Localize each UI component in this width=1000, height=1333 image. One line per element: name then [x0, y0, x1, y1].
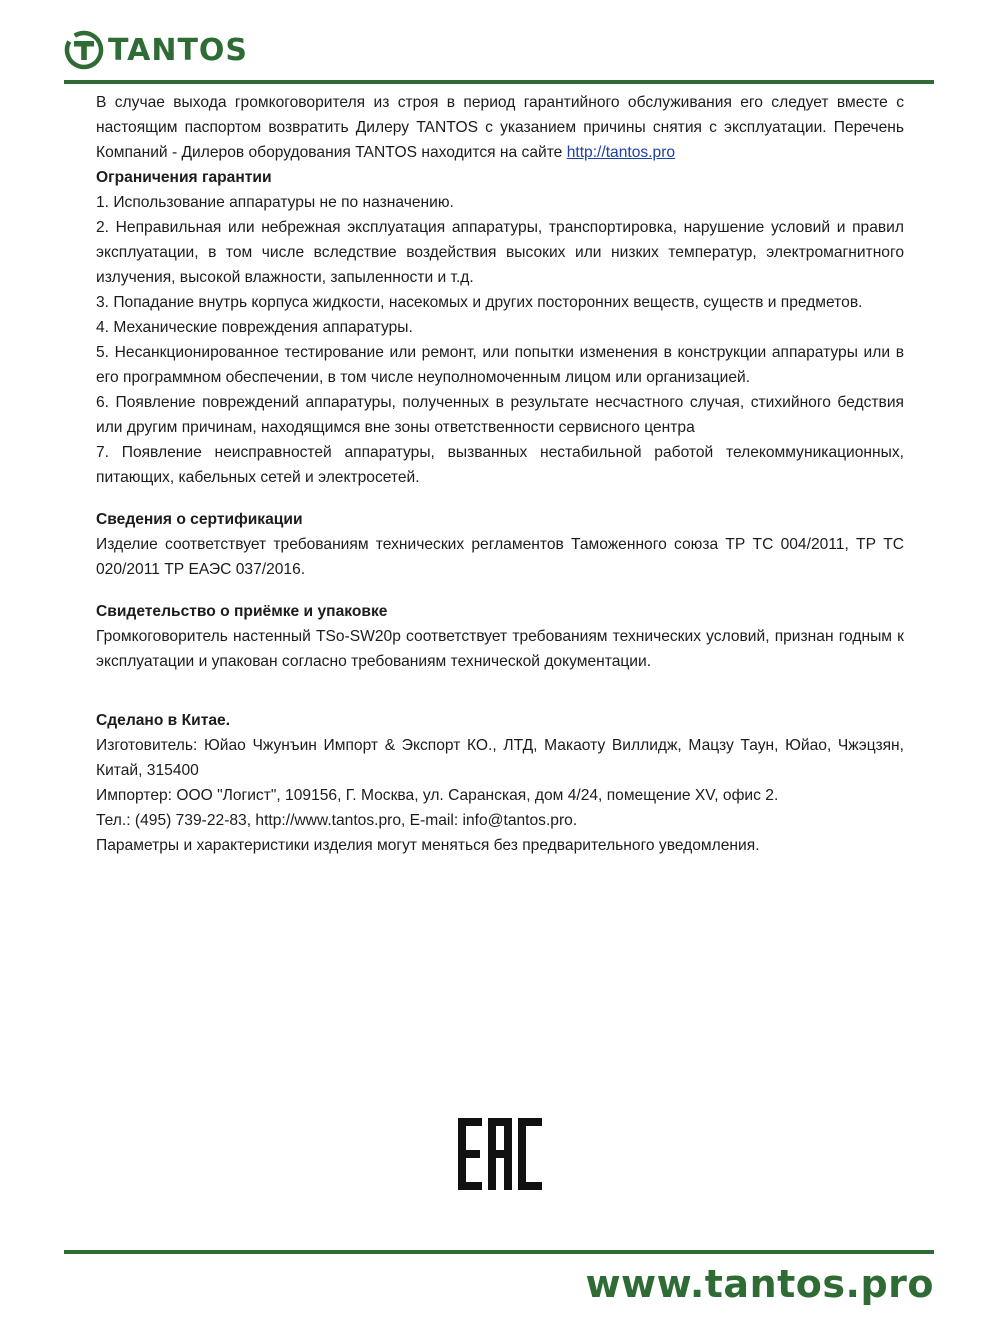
acceptance-text: Громкоговоритель настенный TSo-SW20p соответствует требованиям технических условий, признан годным к эксплуатации и упакован согласно требованиям технической документации. — [96, 628, 904, 670]
document-body — [96, 90, 904, 858]
acceptance-title: Свидетельство о приёмке и упаковке — [96, 603, 388, 620]
certification-title: Сведения о сертификации — [96, 511, 303, 528]
warranty-limits-title: Ограничения гарантии — [96, 169, 272, 186]
certification-text: Изделие соответствует требованиям технических регламентов Таможенного союза ТР ТС 004/2011, ТР ТС 020/2011 ТР ЕАЭС 037/2016. — [96, 536, 904, 578]
header-divider — [64, 80, 934, 84]
footer-website[interactable]: www.tantos.pro — [585, 1262, 934, 1306]
eac-mark-icon — [458, 1118, 542, 1190]
warranty-limit-item: 3. Попадание внутрь корпуса жидкости, насекомых и других посторонних веществ, существ и предметов. — [96, 294, 863, 311]
intro-text: В случае выхода громкоговорителя из строя в период гарантийного обслуживания его следует вместе с настоящим паспортом возвратить Дилеру TANTOS с указанием причины снятия с эксплуатации. Перечень Компаний - Дилеров оборудования TANTOS находится на сайте — [96, 94, 904, 161]
contacts-text: Тел.: (495) 739-22-83, http://www.tantos.pro, E-mail: info@tantos.pro. — [96, 812, 578, 829]
brand-header — [64, 26, 248, 74]
tantos-logo-icon — [64, 30, 104, 70]
spacer — [96, 490, 904, 507]
warranty-limit-item: 6. Появление повреждений аппаратуры, полученных в результате несчастного случая, стихийного бедствия или другим причинам, находящимся вне зоны ответственности сервисного центра — [96, 394, 904, 436]
origin-title: Сделано в Китае. — [96, 712, 231, 729]
intro-paragraph — [96, 90, 904, 165]
warranty-limit-item: 4. Механические повреждения аппаратуры. — [96, 319, 413, 336]
spacer — [96, 674, 904, 691]
manufacturer-text: Изготовитель: Юйао Чжунъин Импорт & Экспорт КО., ЛТД, Макаоту Виллидж, Мацзу Таун, Юйао, Чжэцзян, Китай, 315400 — [96, 737, 904, 779]
spacer — [96, 691, 904, 708]
warranty-limit-item: 7. Появление неисправностей аппаратуры, вызванных нестабильной работой телекоммуникационных, питающих, кабельных сетей и электросетей. — [96, 444, 904, 486]
footer-divider — [64, 1250, 934, 1254]
dealers-link[interactable]: http://tantos.pro — [566, 144, 676, 161]
spacer — [96, 582, 904, 599]
warranty-limit-item: 5. Несанкционированное тестирование или ремонт, или попытки изменения в конструкции аппаратуры или в его программном обеспечении, в том числе неуполномоченным лицом или организацией. — [96, 344, 904, 386]
importer-text: Импортер: ООО "Логист", 109156, Г. Москва, ул. Саранская, дом 4/24, помещение XV, офис 2. — [96, 787, 779, 804]
notice-text: Параметры и характеристики изделия могут меняться без предварительного уведомления. — [96, 837, 760, 854]
warranty-limit-item: 1. Использование аппаратуры не по назначению. — [96, 194, 454, 211]
brand-name: TANTOS — [108, 32, 249, 68]
warranty-limit-item: 2. Неправильная или небрежная эксплуатация аппаратуры, транспортировка, нарушение условий и правил эксплуатации, в том числе вследствие воздействия высоких или низких температур, электромагнитного излучения, высокой влажности, запыленности и т.д. — [96, 219, 904, 286]
